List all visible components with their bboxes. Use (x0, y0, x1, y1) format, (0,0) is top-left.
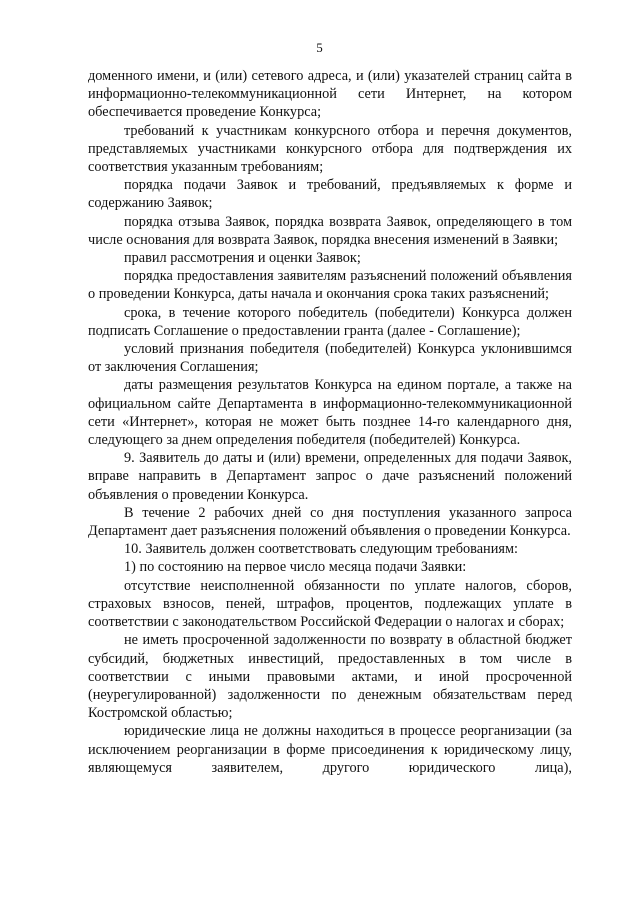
paragraph: срока, в течение которого победитель (победители) Конкурса должен подписать Соглашение о предоставлении гранта (далее - Соглашение); (88, 304, 572, 339)
paragraph: отсутствие неисполненной обязанности по уплате налогов, сборов, страховых взносов, пеней, штрафов, процентов, подлежащих уплате в соответствии с законодательством Российской Федерации о налогах и сборах; (88, 577, 572, 631)
paragraph: 1) по состоянию на первое число месяца подачи Заявки: (124, 559, 467, 576)
document-body (88, 67, 572, 777)
paragraph: порядка отзыва Заявок, порядка возврата Заявок, определяющего в том числе основания для возврата Заявок, порядка внесения изменений в Заявки; (88, 213, 572, 248)
paragraph: порядка предоставления заявителям разъяснений положений объявления о проведении Конкурса, даты начала и окончания срока таких разъяснений; (88, 268, 572, 303)
paragraph: требований к участникам конкурсного отбора и перечня документов, представляемых участниками конкурсного отбора для подтверждения их соответствия указанным требованиям; (88, 122, 572, 176)
paragraph: не иметь просроченной задолженности по возврату в областной бюджет субсидий, бюджетных инвестиций, предоставленных в том числе в соответствии с иными правовыми актами, и иной просроченной (неурегулированной) задолженности по денежным обязательствам перед Костромской областью; (88, 632, 572, 722)
paragraph: доменного имени, и (или) сетевого адреса, и (или) указателей страниц сайта в информационно-телекоммуникационной сети Интернет, на котором обеспечивается проведение Конкурса; (88, 68, 572, 121)
paragraph: В течение 2 рабочих дней со дня поступления указанного запроса Департамент дает разъяснения положений объявления о проведении Конкурса. (88, 504, 572, 540)
paragraph: 9. Заявитель до даты и (или) времени, определенных для подачи Заявок, вправе направить в Департамент запрос о даче разъяснений положений объявления о проведении Конкурса. (88, 450, 572, 503)
paragraph: правил рассмотрения и оценки Заявок; (124, 250, 361, 267)
paragraph: условий признания победителя (победителей) Конкурса уклонившимся от заключения Соглашения; (88, 341, 572, 376)
paragraph: порядка подачи Заявок и требований, предъявляемых к форме и содержанию Заявок; (88, 177, 572, 212)
paragraph: 10. Заявитель должен соответствовать следующим требованиям: (124, 541, 518, 558)
paragraph: даты размещения результатов Конкурса на едином портале, а также на официальном сайте Департамента в информационно-телекоммуникационной сети «Интернет», которая не может быть позднее 14-го календарного дня, следующего за днем определения победителя (победителей) Конкурса. (88, 377, 572, 449)
page-number: 5 (316, 40, 323, 55)
paragraph: юридические лица не должны находиться в процессе реорганизации (за исключением реорганизации в форме присоединения к юридическому лицу, являющемуся заявителем, другого юридического лица), (88, 723, 572, 776)
